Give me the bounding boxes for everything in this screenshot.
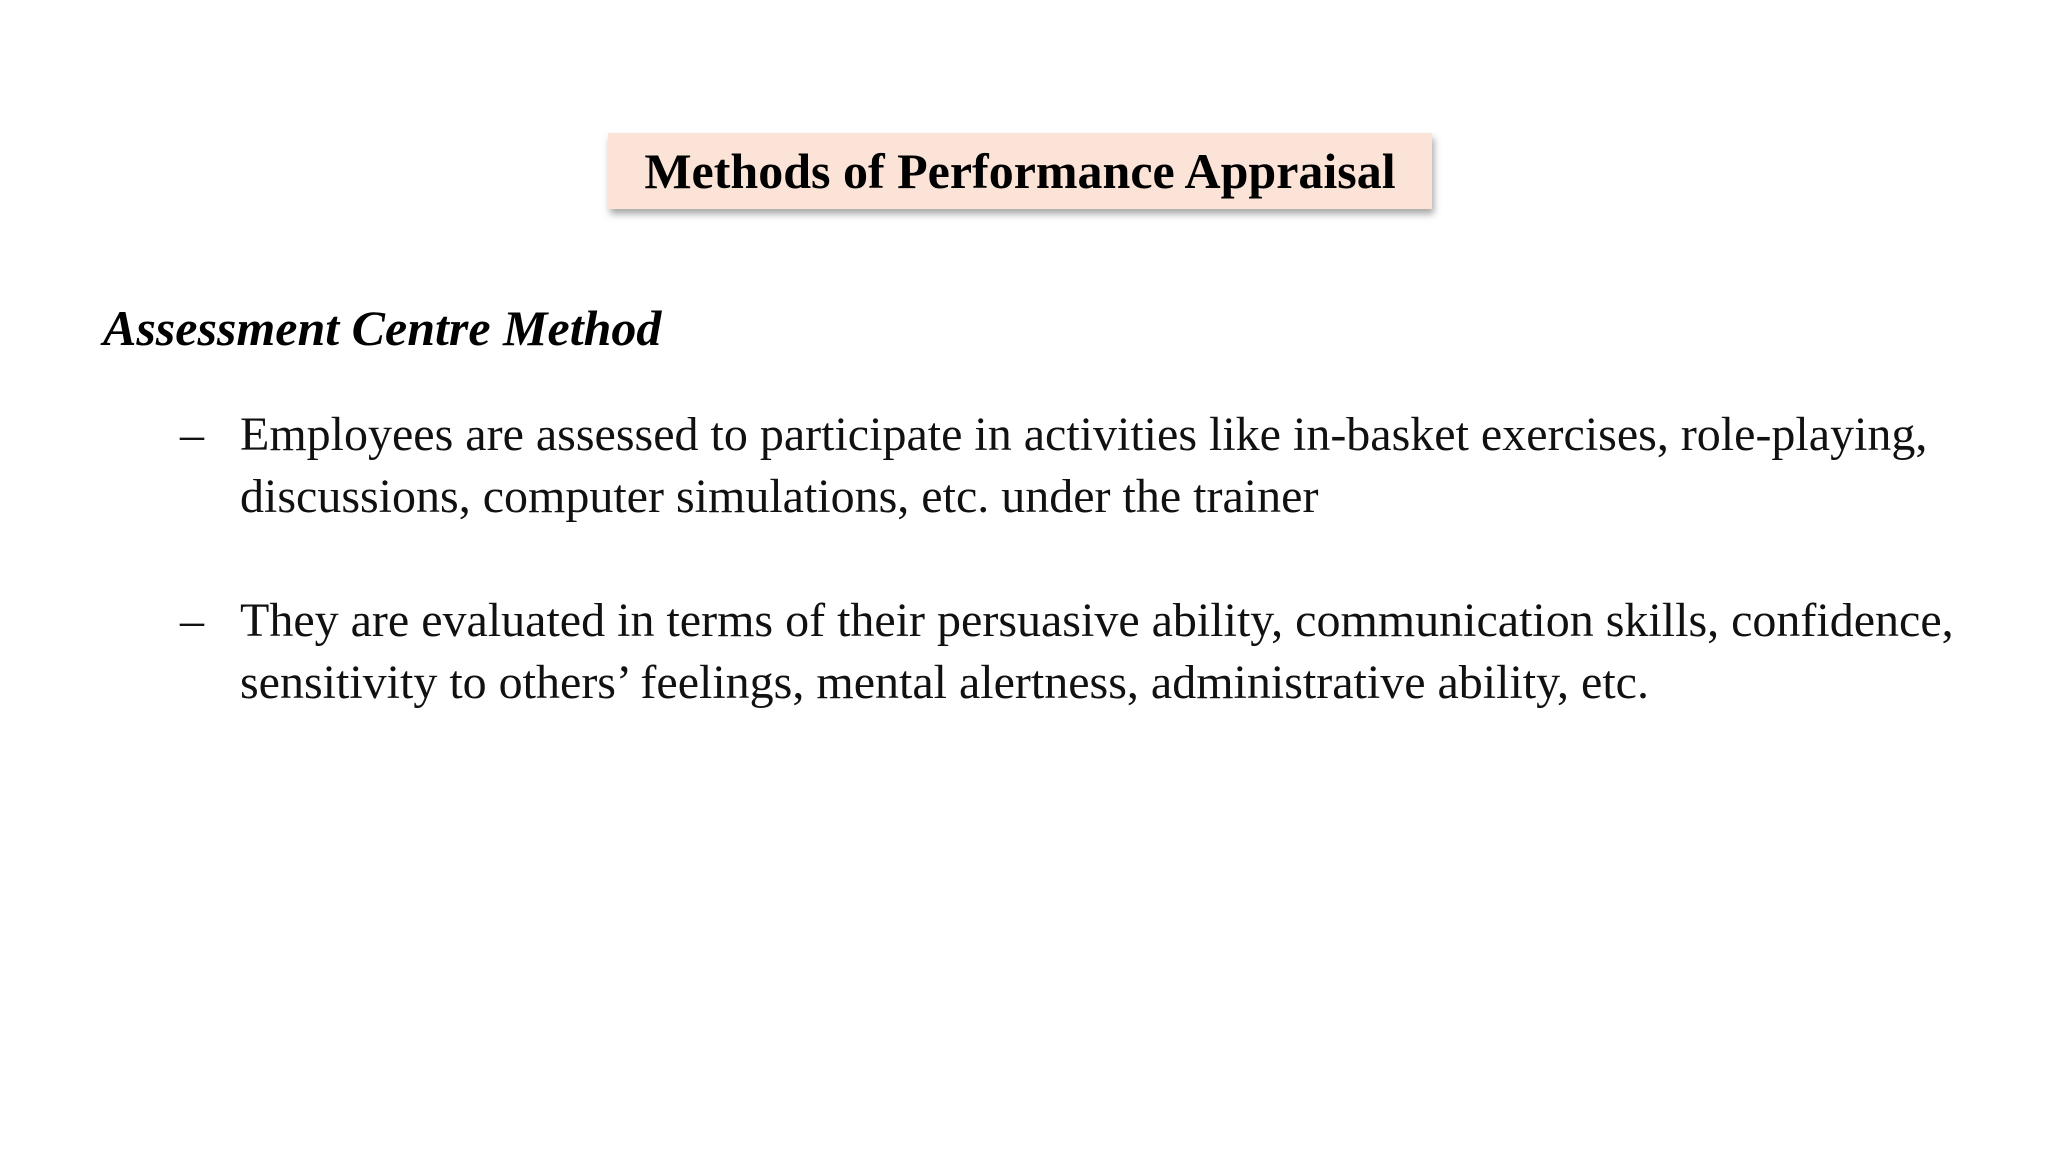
dash-bullet-icon: –: [180, 594, 204, 647]
dash-bullet-icon: –: [180, 408, 204, 461]
bullet-item: [180, 590, 1960, 714]
bullet-text: Employees are assessed to participate in activities like in-basket exercises, role-playing, discussions, computer simulations, etc. under the trainer: [240, 408, 1928, 523]
bullet-item: [180, 404, 1960, 528]
section-heading: Assessment Centre Method: [103, 300, 662, 356]
bullet-list: [180, 404, 1960, 776]
slide-title: Methods of Performance Appraisal: [644, 143, 1396, 199]
bullet-text: They are evaluated in terms of their persuasive ability, communication skills, confidence, sensitivity to others’ feelings, mental alertness, administrative ability, etc.: [240, 594, 1954, 709]
slide-title-box: [608, 133, 1432, 209]
